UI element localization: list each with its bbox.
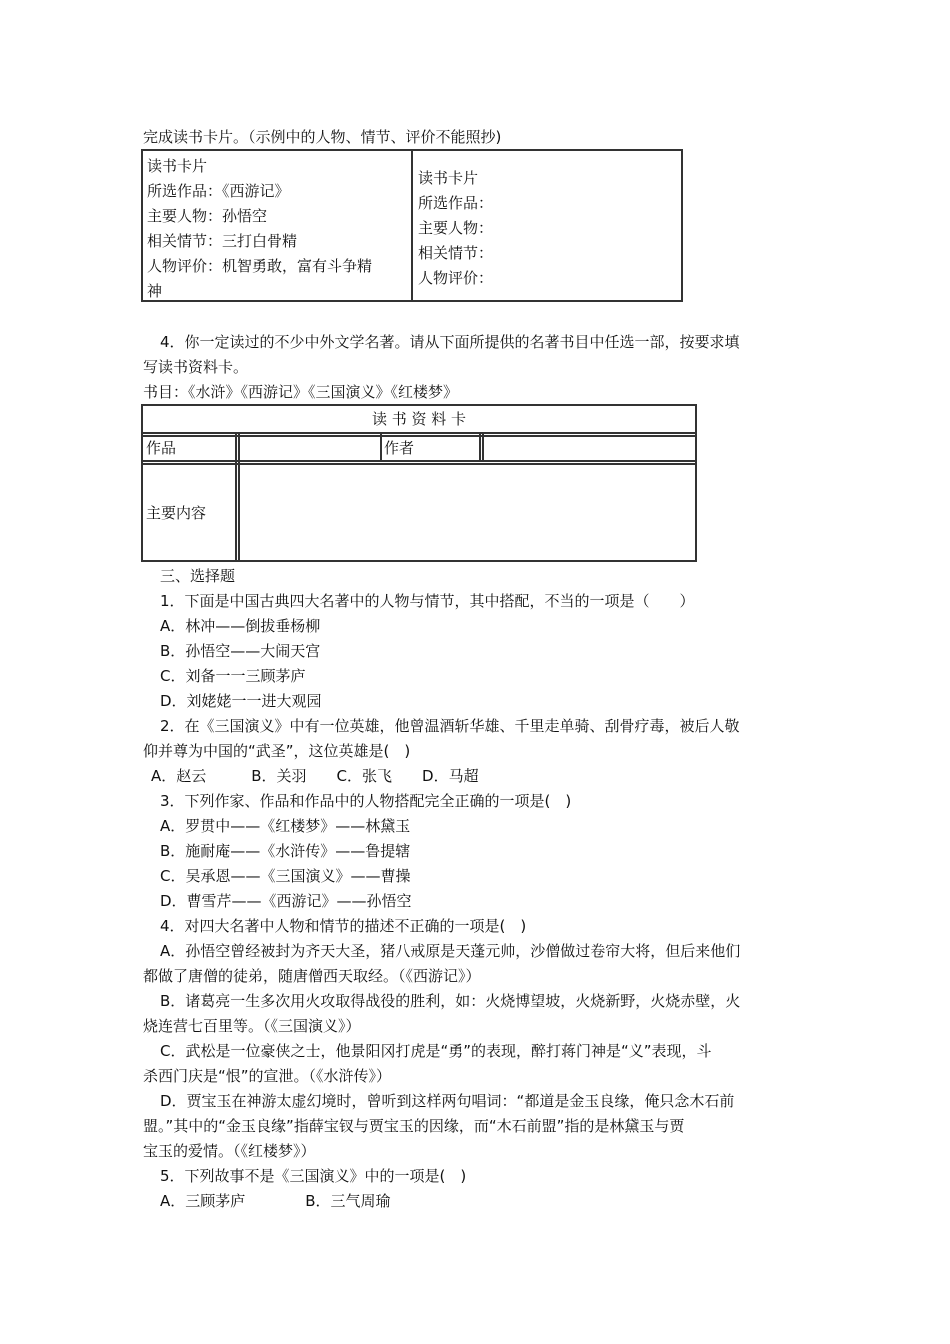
q4-line1: 4．你一定读过的不少中外文学名著。请从下面所提供的名著书目中任选一部，按要求填 (160, 333, 740, 351)
table-rule (479, 434, 481, 461)
q4-line2: 写读书资料卡。 (143, 358, 249, 376)
example-line: 主要人物：孙悟空 (147, 207, 268, 225)
blank-line: 所选作品： (418, 194, 494, 212)
q4-option-b[interactable]: B．诸葛亮一生多次用火攻取得战役的胜利，如：火烧博望坡，火烧新野，火烧赤壁，火 (160, 992, 741, 1010)
q5-options[interactable]: A．三顾茅庐 B．三气周瑜 (160, 1192, 391, 1210)
content-input[interactable] (240, 465, 694, 559)
section-heading: 三、选择题 (160, 567, 236, 585)
intro-text: 完成读书卡片。（示例中的人物、情节、评价不能照抄) (143, 128, 502, 146)
author-label: 作者 (384, 439, 415, 457)
q4-option-a[interactable]: A．孙悟空曾经被封为齐天大圣，猪八戒原是天蓬元帅，沙僧做过卷帘大将，但后来他们 (160, 942, 741, 960)
q4-stem: 4．对四大名著中人物和情节的描述不正确的一项是( ) (160, 917, 527, 935)
q3-option-b[interactable]: B．施耐庵——《水浒传》——鲁提辖 (160, 842, 411, 860)
example-line: 神 (147, 282, 163, 300)
q1-stem: 1．下面是中国古典四大名著中的人物与情节，其中搭配，不当的一项是（ ） (160, 592, 695, 610)
q3-stem: 3．下列作家、作品和作品中的人物搭配完全正确的一项是( ) (160, 792, 572, 810)
q1-option-d[interactable]: D．刘姥姥一一进大观园 (160, 692, 322, 710)
q2-options[interactable]: A．赵云 B．关羽 C．张飞 D．马超 (151, 767, 479, 785)
example-line: 人物评价：机智勇敢，富有斗争精 (147, 257, 373, 275)
q3-option-c[interactable]: C．吴承恩——《三国演义》——曹操 (160, 867, 411, 885)
table-rule (235, 434, 237, 560)
reading-card-example (143, 151, 413, 300)
q2-stem-cont: 仰并尊为中国的“武圣”，这位英雄是( ) (143, 742, 411, 760)
q1-option-b[interactable]: B．孙悟空——大闹天宫 (160, 642, 321, 660)
work-label: 作品 (146, 439, 177, 457)
q4-option-d-cont: 盟。”其中的“金玉良缘”指薛宝钗与贾宝玉的因缘，而“木石前盟”指的是林黛玉与贾 (143, 1117, 685, 1135)
q4-option-c[interactable]: C．武松是一位豪侠之士，他景阳冈打虎是“勇”的表现，醉打蒋门神是“义”表现，斗 (160, 1042, 712, 1060)
table-rule (380, 434, 382, 461)
blank-line: 人物评价： (418, 269, 494, 287)
example-line: 读书卡片 (147, 157, 208, 175)
q4-option-a-cont: 都做了唐僧的徒弟，随唐僧西天取经。（《西游记》） (143, 967, 481, 985)
blank-line: 相关情节： (418, 244, 494, 262)
reading-card-blank[interactable] (415, 151, 681, 300)
book-list: 书目：《水浒》《西游记》《三国演义》《红楼梦》 (143, 383, 459, 401)
blank-line: 主要人物： (418, 219, 494, 237)
table-rule (143, 460, 695, 462)
content-label: 主要内容 (146, 504, 207, 522)
work-input[interactable] (240, 436, 379, 460)
q5-stem: 5．下列故事不是《三国演义》中的一项是( ) (160, 1167, 467, 1185)
q4-option-d-cont2: 宝玉的爱情。（《红楼梦》） (143, 1142, 316, 1160)
example-card-text (147, 154, 409, 304)
q4-option-b-cont: 烧连营七百里等。（《三国演义》） (143, 1017, 361, 1035)
table-rule (143, 432, 695, 434)
q3-option-a[interactable]: A．罗贯中——《红楼梦》——林黛玉 (160, 817, 411, 835)
example-line: 相关情节：三打白骨精 (147, 232, 298, 250)
q1-option-c[interactable]: C．刘备一一三顾茅庐 (160, 667, 306, 685)
q3-option-d[interactable]: D．曹雪芹——《西游记》——孙悟空 (160, 892, 412, 910)
resource-card-title: 读 书 资 料 卡 (371, 410, 467, 428)
q1-option-a[interactable]: A．林冲——倒拔垂杨柳 (160, 617, 321, 635)
resource-card-table (141, 404, 697, 562)
example-line: 所选作品：《西游记》 (147, 182, 290, 200)
q4-option-d[interactable]: D．贾宝玉在神游太虚幻境时，曾听到这样两句唱词：“都道是金玉良缘，俺只念木石前 (160, 1092, 735, 1110)
blank-card-text (418, 166, 493, 291)
q4-option-c-cont: 杀西门庆是“恨”的宣泄。（《水浒传》） (143, 1067, 392, 1085)
author-input[interactable] (484, 436, 694, 460)
blank-line: 读书卡片 (418, 169, 479, 187)
reading-card-table (141, 149, 683, 302)
q2-stem: 2．在《三国演义》中有一位英雄，他曾温酒斩华雄、千里走单骑、刮骨疗毒，被后人敬 (160, 717, 740, 735)
